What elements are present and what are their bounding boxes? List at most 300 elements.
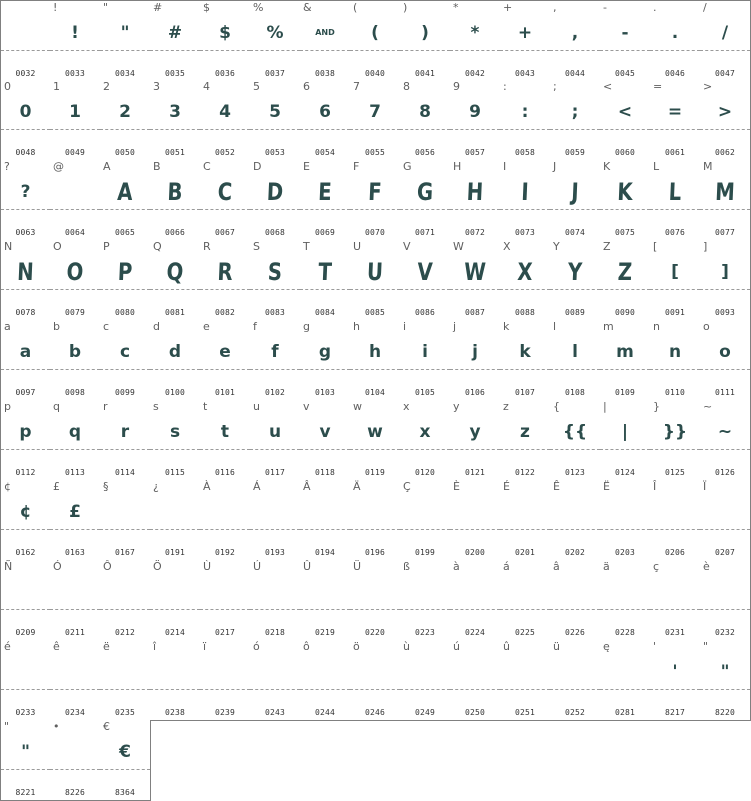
glyph-cell-0116 (200, 400, 251, 481)
glyph-cell-0065 (100, 160, 151, 241)
dashed-divider (100, 209, 150, 210)
dashed-divider (500, 50, 550, 51)
character-code: 0050 (114, 148, 136, 157)
character-code: 0119 (364, 468, 386, 477)
font-glyph-sample (400, 495, 450, 529)
font-glyph-sample: 1 (69, 102, 81, 122)
font-glyph-sample: e (219, 342, 231, 362)
font-glyph-sample: b (68, 342, 82, 362)
font-glyph-sample: 6 (319, 102, 331, 122)
reference-character: + (503, 1, 513, 14)
character-code: 0078 (15, 308, 36, 317)
glyph-cell-0219 (300, 560, 351, 641)
reference-character: ö (353, 640, 360, 653)
font-glyph-sample: Z (617, 258, 633, 286)
font-glyph-sample: t (220, 422, 230, 442)
reference-character: t (203, 400, 208, 413)
dashed-divider (700, 369, 750, 370)
font-glyph-sample: $ (219, 23, 231, 43)
reference-character: Ë (603, 480, 610, 493)
font-glyph-sample: : (521, 102, 529, 122)
reference-character: T (303, 240, 310, 253)
character-code: 0044 (564, 69, 586, 78)
reference-character: @ (53, 160, 64, 173)
character-code: 0046 (664, 69, 686, 78)
glyph-cell-0060 (600, 80, 651, 161)
glyph-cell-0085 (350, 240, 401, 321)
dashed-divider (650, 449, 700, 450)
glyph-cell-0055 (350, 80, 401, 161)
dashed-divider (300, 529, 350, 530)
dashed-divider (500, 369, 550, 370)
glyph-cell-0048 (0, 80, 51, 161)
dashed-divider (250, 609, 300, 610)
glyph-cell-0218 (250, 560, 301, 641)
reference-character: û (503, 640, 510, 653)
reference-character: á (503, 560, 510, 573)
character-code: 0110 (664, 388, 686, 397)
character-code: 0079 (64, 308, 86, 317)
font-glyph-sample (550, 655, 600, 689)
character-code: 0043 (514, 69, 536, 78)
dashed-divider (100, 289, 150, 290)
dashed-divider (650, 129, 700, 130)
reference-character: % (253, 1, 264, 14)
character-code: 0107 (514, 388, 536, 397)
dashed-divider (350, 369, 400, 370)
character-code: 0121 (464, 468, 486, 477)
dashed-divider (450, 689, 500, 690)
font-glyph-sample (500, 655, 550, 689)
font-glyph-sample: < (617, 102, 633, 122)
reference-character: Y (553, 240, 560, 253)
font-glyph-sample: " (21, 742, 30, 762)
character-code: 0040 (364, 69, 386, 78)
glyph-cell-0209 (0, 560, 51, 641)
dashed-divider (100, 50, 150, 51)
font-glyph-sample (50, 175, 100, 209)
character-code: 0033 (64, 69, 86, 78)
glyph-cell-0243 (250, 640, 301, 721)
glyph-cell-0238 (150, 640, 201, 721)
glyph-cell-0079 (50, 240, 101, 321)
glyph-cell-0211 (50, 560, 101, 641)
font-glyph-sample (550, 495, 600, 529)
font-glyph-sample (250, 495, 300, 529)
reference-character: ! (53, 1, 58, 14)
reference-character: P (103, 240, 110, 253)
dashed-divider (600, 529, 650, 530)
font-glyph-sample: z (520, 422, 530, 442)
dashed-divider (50, 769, 100, 770)
reference-character: ë (103, 640, 110, 653)
reference-character: R (203, 240, 211, 253)
dashed-divider (650, 289, 700, 290)
character-code: 0116 (214, 468, 236, 477)
character-code: 0060 (614, 148, 636, 157)
glyph-cell-0057 (450, 80, 501, 161)
font-glyph-sample: 5 (269, 102, 281, 122)
character-code: 0070 (364, 228, 386, 237)
font-glyph-sample (600, 655, 650, 689)
font-glyph-sample: U (366, 258, 384, 286)
glyph-cell-0062 (700, 80, 751, 161)
glyph-cell-0252 (550, 640, 601, 721)
glyph-cell-0203 (600, 480, 651, 561)
character-code: 0069 (314, 228, 336, 237)
character-code: 0034 (114, 69, 136, 78)
character-code: 0082 (214, 308, 236, 317)
character-code: 0214 (164, 628, 186, 637)
reference-character: " (703, 640, 709, 653)
reference-character: F (353, 160, 360, 173)
glyph-cell-0250 (450, 640, 501, 721)
font-glyph-sample: A (116, 178, 134, 206)
character-code: 0167 (114, 548, 136, 557)
dashed-divider (50, 609, 100, 610)
dashed-divider (300, 369, 350, 370)
reference-character: ü (553, 640, 560, 653)
dashed-divider (150, 449, 200, 450)
glyph-cell-0119 (350, 400, 401, 481)
dashed-divider (400, 689, 450, 690)
glyph-cell-0235 (100, 640, 151, 721)
dashed-divider (500, 289, 550, 290)
reference-character: H (453, 160, 462, 173)
dashed-divider (1, 50, 50, 51)
glyph-cell-0109 (600, 320, 651, 401)
font-glyph-sample: ' (672, 662, 678, 682)
reference-character: Z (603, 240, 611, 253)
reference-character: é (4, 640, 11, 653)
dashed-divider (100, 129, 150, 130)
glyph-cell-0226 (550, 560, 601, 641)
reference-character: Ñ (4, 560, 13, 573)
glyph-cell-0104 (350, 320, 401, 401)
glyph-cell-0231 (650, 560, 701, 641)
font-glyph-sample (700, 575, 750, 609)
dashed-divider (50, 289, 100, 290)
glyph-cell-0075 (600, 160, 651, 241)
reference-character: W (453, 240, 464, 253)
font-glyph-sample (550, 575, 600, 609)
font-glyph-sample: 4 (219, 102, 231, 122)
character-code: 0244 (314, 708, 336, 717)
character-code: 0085 (364, 308, 386, 317)
character-code: 0100 (164, 388, 186, 397)
dashed-divider (700, 50, 750, 51)
glyph-cell-0088 (500, 240, 551, 321)
glyph-cell-0071 (400, 160, 451, 241)
reference-character: z (503, 400, 509, 413)
reference-character: Á (253, 480, 261, 493)
reference-character: - (603, 1, 607, 14)
dashed-divider (550, 289, 600, 290)
glyph-cell-0103 (300, 320, 351, 401)
font-glyph-sample: ? (20, 182, 31, 202)
font-glyph-sample: AND (315, 28, 335, 37)
glyph-cell-0072 (450, 160, 501, 241)
character-code: 0038 (314, 69, 336, 78)
reference-character: S (253, 240, 260, 253)
character-code: 0209 (15, 628, 36, 637)
character-code: 0062 (714, 148, 736, 157)
reference-character: b (53, 320, 60, 333)
character-code: 0203 (614, 548, 636, 557)
character-code: 0192 (214, 548, 236, 557)
font-glyph-sample: ~ (717, 422, 733, 442)
dashed-divider (250, 289, 300, 290)
dashed-divider (50, 50, 100, 51)
glyph-cell-0225 (500, 560, 551, 641)
character-code: 0212 (114, 628, 136, 637)
font-glyph-sample (1, 575, 50, 609)
font-glyph-sample: 2 (119, 102, 131, 122)
character-code: 0055 (364, 148, 386, 157)
glyph-cell-0281 (600, 640, 651, 721)
reference-character: a (4, 320, 11, 333)
font-glyph-sample: J (570, 178, 580, 206)
glyph-cell-0040 (350, 0, 401, 81)
reference-character: ç (653, 560, 660, 573)
glyph-cell-0217 (200, 560, 251, 641)
reference-character: ï (203, 640, 207, 653)
glyph-cell-0118 (300, 400, 351, 481)
dashed-divider (500, 689, 550, 690)
font-glyph-sample: o (719, 342, 731, 362)
reference-character: 8 (403, 80, 410, 93)
dashed-divider (450, 129, 500, 130)
glyph-cell-0163 (50, 480, 101, 561)
font-glyph-sample: H (466, 178, 484, 206)
reference-character: : (503, 80, 507, 93)
glyph-cell-8221 (0, 720, 51, 801)
glyph-cell-0239 (200, 640, 251, 721)
font-glyph-sample (400, 655, 450, 689)
reference-character: ù (403, 640, 410, 653)
dashed-divider (550, 689, 600, 690)
font-glyph-sample: ) (421, 23, 429, 43)
font-glyph-sample: L (668, 178, 682, 206)
dashed-divider (600, 609, 650, 610)
glyph-cell-0044 (550, 0, 601, 81)
font-glyph-sample (300, 495, 350, 529)
glyph-cell-0056 (400, 80, 451, 161)
reference-character: n (653, 320, 660, 333)
font-glyph-sample: j (472, 342, 478, 362)
font-glyph-sample (300, 575, 350, 609)
dashed-divider (450, 449, 500, 450)
glyph-cell-0049 (50, 80, 101, 161)
font-glyph-sample (50, 655, 100, 689)
character-code: 0081 (164, 308, 186, 317)
dashed-divider (450, 289, 500, 290)
dashed-divider (500, 529, 550, 530)
dashed-divider (150, 369, 200, 370)
glyph-cell-0045 (600, 0, 651, 81)
dashed-divider (600, 50, 650, 51)
font-glyph-sample: € (119, 742, 131, 762)
reference-character: 1 (53, 80, 60, 93)
character-code: 0211 (64, 628, 86, 637)
glyph-cell-8226 (50, 720, 101, 801)
character-code: 0047 (714, 69, 736, 78)
dashed-divider (400, 609, 450, 610)
dashed-divider (1, 369, 50, 370)
glyph-cell-0086 (400, 240, 451, 321)
dashed-divider (550, 50, 600, 51)
glyph-cell-0070 (350, 160, 401, 241)
character-code: 0077 (714, 228, 736, 237)
reference-character: ß (403, 560, 410, 573)
glyph-cell-0102 (250, 320, 301, 401)
character-code: 0059 (564, 148, 586, 157)
font-glyph-sample: q (68, 422, 82, 442)
dashed-divider (150, 129, 200, 130)
glyph-cell-8364 (100, 720, 151, 801)
glyph-cell-0115 (150, 400, 201, 481)
glyph-cell-0123 (550, 400, 601, 481)
font-glyph-sample (450, 495, 500, 529)
character-code: 0252 (564, 708, 586, 717)
font-glyph-sample: | (621, 422, 629, 442)
glyph-cell-0084 (300, 240, 351, 321)
character-code: 0231 (664, 628, 686, 637)
font-glyph-sample: / (721, 23, 729, 43)
character-code: 0123 (564, 468, 586, 477)
character-code: 0114 (114, 468, 136, 477)
font-glyph-sample (350, 575, 400, 609)
reference-character: â (553, 560, 560, 573)
dashed-divider (250, 689, 300, 690)
character-code: 0234 (64, 708, 86, 717)
dashed-divider (450, 50, 500, 51)
character-code: 0037 (264, 69, 286, 78)
character-code: 0113 (64, 468, 86, 477)
font-glyph-sample: = (667, 102, 683, 122)
font-glyph-sample (1, 655, 50, 689)
glyph-cell-0046 (650, 0, 701, 81)
glyph-cell-0093 (700, 240, 751, 321)
dashed-divider (650, 369, 700, 370)
font-glyph-sample: " (720, 662, 730, 682)
glyph-cell-0036 (200, 0, 251, 81)
font-glyph-sample: c (119, 342, 131, 362)
dashed-divider (50, 209, 100, 210)
font-glyph-sample: 7 (369, 102, 381, 122)
font-glyph-sample: # (167, 23, 183, 43)
reference-character: j (453, 320, 457, 333)
glyph-cell-0122 (500, 400, 551, 481)
font-glyph-sample: K (616, 178, 634, 206)
character-code: 0049 (64, 148, 86, 157)
glyph-cell-0033 (50, 0, 101, 81)
font-glyph-sample: ! (71, 23, 79, 43)
reference-character: 5 (253, 80, 260, 93)
dashed-divider (400, 529, 450, 530)
glyph-cell-0105 (400, 320, 451, 401)
font-glyph-sample (50, 575, 100, 609)
reference-character: A (103, 160, 111, 173)
glyph-cell-0114 (100, 400, 151, 481)
font-glyph-sample (450, 575, 500, 609)
glyph-cell-0125 (650, 400, 701, 481)
dashed-divider (1, 689, 50, 690)
glyph-cell-0047 (700, 0, 751, 81)
reference-character: x (403, 400, 410, 413)
font-glyph-sample (200, 655, 250, 689)
character-code: 8220 (714, 708, 736, 717)
reference-character: à (453, 560, 460, 573)
character-code: 0233 (15, 708, 36, 717)
reference-character: ( (353, 1, 358, 14)
character-code: 0104 (364, 388, 386, 397)
dashed-divider (350, 689, 400, 690)
dashed-divider (300, 449, 350, 450)
dashed-divider (100, 609, 150, 610)
dashed-divider (350, 609, 400, 610)
character-code: 0238 (164, 708, 186, 717)
reference-character: $ (203, 1, 210, 14)
dashed-divider (700, 449, 750, 450)
character-code: 0097 (15, 388, 36, 397)
glyph-cell-0058 (500, 80, 551, 161)
reference-character: J (553, 160, 557, 173)
dashed-divider (600, 369, 650, 370)
font-glyph-sample (600, 495, 650, 529)
reference-character: w (353, 400, 362, 413)
character-code: 0118 (314, 468, 336, 477)
glyph-cell-0199 (400, 480, 451, 561)
character-code: 0219 (314, 628, 336, 637)
reference-character: , (553, 1, 557, 14)
character-code: 0108 (564, 388, 586, 397)
dashed-divider (450, 369, 500, 370)
font-glyph-sample: Q (166, 258, 184, 286)
font-glyph-sample: h (368, 342, 382, 362)
font-glyph-sample: Y (567, 258, 583, 286)
reference-character: è (703, 560, 710, 573)
dashed-divider (300, 129, 350, 130)
reference-character: Ü (353, 560, 362, 573)
dashed-divider (400, 209, 450, 210)
dashed-divider (550, 209, 600, 210)
character-code: 0200 (464, 548, 486, 557)
character-code: 0103 (314, 388, 336, 397)
dashed-divider (300, 209, 350, 210)
glyph-cell-0201 (500, 480, 551, 561)
character-code: 0125 (664, 468, 686, 477)
character-code: 0115 (164, 468, 186, 477)
character-code: 0126 (714, 468, 736, 477)
dashed-divider (200, 449, 250, 450)
font-glyph-sample (50, 735, 100, 769)
font-glyph-sample (650, 575, 700, 609)
glyph-cell-0101 (200, 320, 251, 401)
glyph-cell-0099 (100, 320, 151, 401)
character-code: 8217 (664, 708, 686, 717)
character-code: 0041 (414, 69, 436, 78)
glyph-cell-0112 (0, 400, 51, 481)
reference-character: l (553, 320, 557, 333)
dashed-divider (350, 449, 400, 450)
glyph-cell-0053 (250, 80, 301, 161)
dashed-divider (550, 129, 600, 130)
reference-character: d (153, 320, 160, 333)
font-glyph-sample: n (668, 342, 682, 362)
character-code: 0251 (514, 708, 536, 717)
font-glyph-sample: }} (662, 422, 688, 442)
